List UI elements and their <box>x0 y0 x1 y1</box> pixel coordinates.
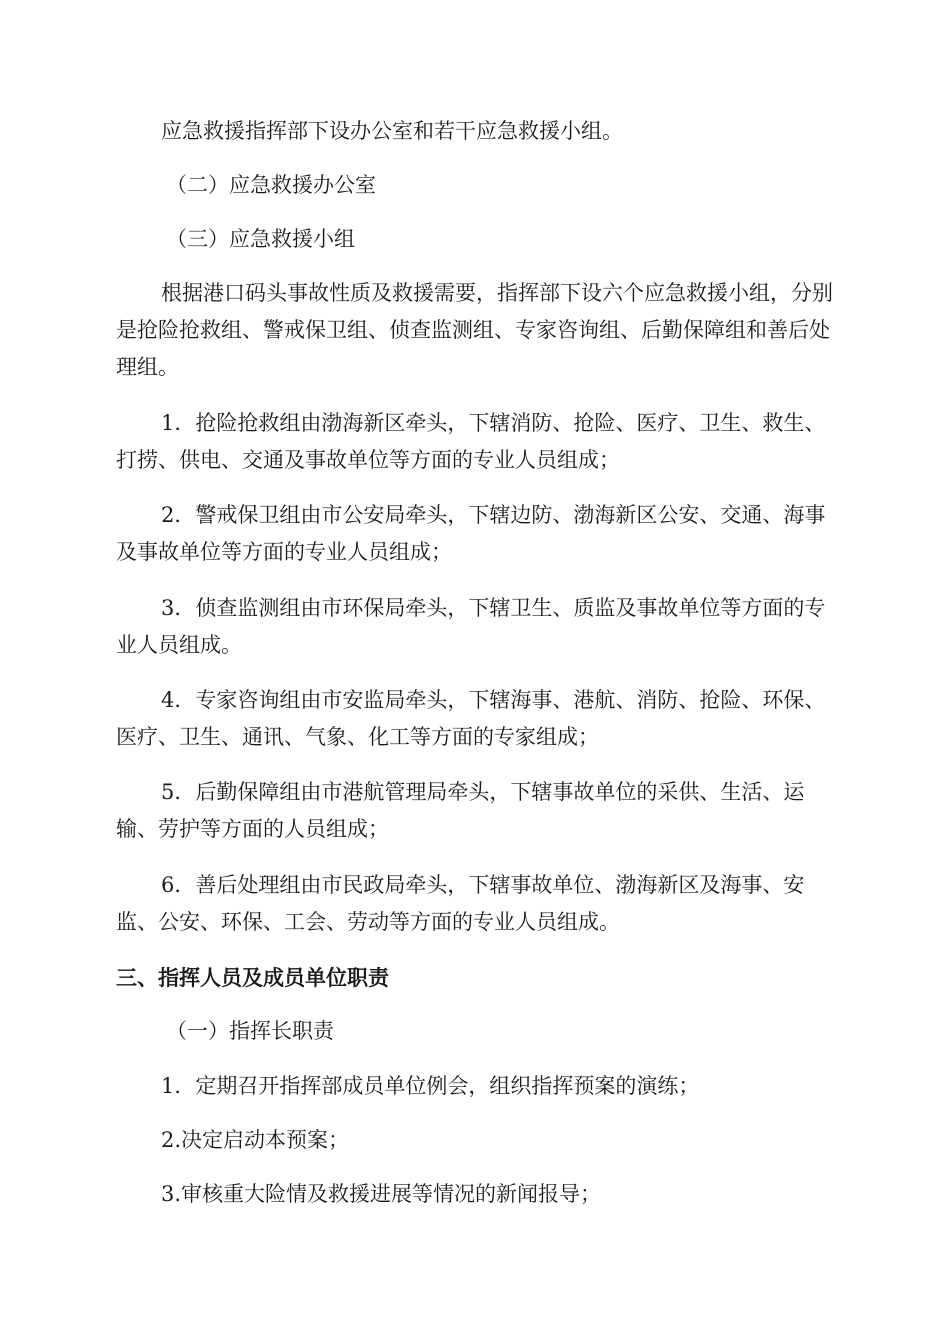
section-heading-duties: 三、指挥人员及成员单位职责 <box>116 965 389 990</box>
list-item-rescue-group: 1．抢险抢救组由渤海新区牵头，下辖消防、抢险、医疗、卫生、救生、打捞、供电、交通及事故单位等方面的专业人员组成； <box>116 411 826 472</box>
list-item-duty-1: 1．定期召开指挥部成员单位例会，组织指挥预案的演练； <box>161 1074 700 1098</box>
list-item-monitoring-group: 3．侦查监测组由市环保局牵头，下辖卫生、质监及事故单位等方面的专业人员组成。 <box>116 596 826 657</box>
subheading-emergency-groups: （三）应急救援小组 <box>166 227 355 251</box>
list-item-duty-2: 2.决定启动本预案； <box>161 1128 350 1152</box>
paragraph-office-setup: 应急救援指挥部下设办公室和若干应急救援小组。 <box>161 119 623 143</box>
subheading-emergency-office: （二）应急救援办公室 <box>166 173 376 197</box>
list-item-security-group: 2．警戒保卫组由市公安局牵头，下辖边防、渤海新区公安、交通、海事及事故单位等方面的专业人员组成； <box>116 503 826 564</box>
list-item-duty-3: 3.审核重大险情及救援进展等情况的新闻报导； <box>161 1182 602 1206</box>
subheading-commander-duties: （一）指挥长职责 <box>166 1019 334 1043</box>
list-item-logistics-group: 5．后勤保障组由市港航管理局牵头，下辖事故单位的采供、生活、运输、劳护等方面的人员组成； <box>116 780 805 841</box>
paragraph-six-groups: 根据港口码头事故性质及救援需要，指挥部下设六个应急救援小组，分别是抢险抢救组、警戒保卫组、侦查监测组、专家咨询组、后勤保障组和善后处理组。 <box>116 281 833 379</box>
list-item-aftermath-group: 6．善后处理组由市民政局牵头，下辖事故单位、渤海新区及海事、安监、公安、环保、工会、劳动等方面的专业人员组成。 <box>116 873 805 934</box>
list-item-expert-group: 4．专家咨询组由市安监局牵头，下辖海事、港航、消防、抢险、环保、医疗、卫生、通讯、气象、化工等方面的专家组成； <box>116 688 826 749</box>
